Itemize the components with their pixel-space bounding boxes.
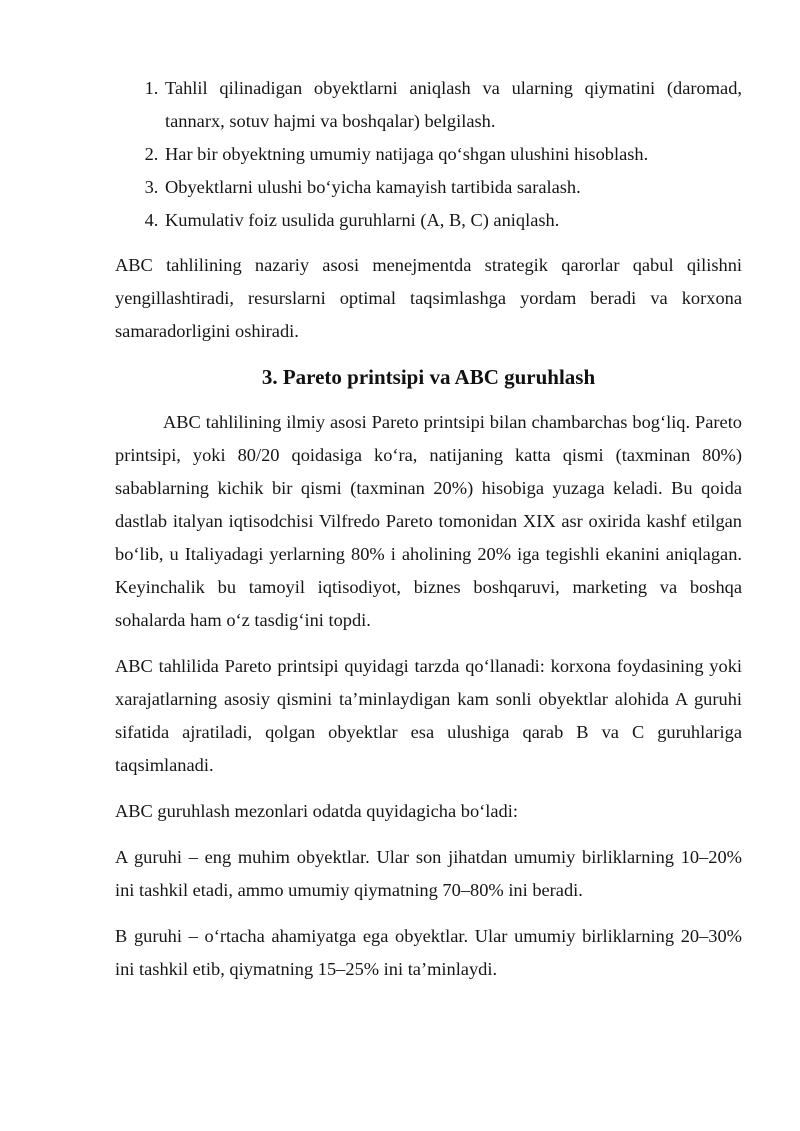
paragraph-abc-nazariy-asosi: ABC tahlilining nazariy asosi menejmentda strategik qarorlar qabul qilishni yengillashtiradi, resurslarni optimal taqsimlashga yordam beradi va korxona samaradorligini oshiradi. <box>115 255 742 341</box>
paragraph-b-guruhi: B guruhi – o‘rtacha ahamiyatga ega obyektlar. Ular umumiy birliklarning 20–30% ini tashkil etib, qiymatning 15–25% ini ta’minlaydi. <box>115 926 742 979</box>
section-heading-pareto: 3. Pareto printsipi va ABC guruhlash <box>261 365 596 389</box>
list-item-4: 4. Kumulativ foiz usulida guruhlarni (A, B, C) aniqlash. <box>163 204 742 237</box>
list-item-3: 3. Obyektlarni ulushi bo‘yicha kamayish tartibida saralash. <box>163 171 742 204</box>
paragraph-guruhlash-mezonlari: ABC guruhlash mezonlari odatda quyidagicha bo‘ladi: <box>115 801 518 821</box>
paragraph-a-guruhi: A guruhi – eng muhim obyektlar. Ular son jihatdan umumiy birliklarning 10–20% ini tashkil etadi, ammo umumiy qiymatning 70–80% ini beradi. <box>115 847 742 900</box>
numbered-list <box>115 72 742 237</box>
list-item-2: 2. Har bir obyektning umumiy natijaga qo‘shgan ulushini hisoblash. <box>163 138 742 171</box>
paragraph-abc-tahlilida-pareto: ABC tahlilida Pareto printsipi quyidagi tarzda qo‘llanadi: korxona foydasining yoki xarajatlarning asosiy qismini ta’minlaydigan kam sonli obyektlar alohida A guruhi sifatida ajratiladi, qolgan obyektlar esa ulushiga qarab B va C guruhlariga taqsimlanadi. <box>115 656 742 775</box>
paragraph-pareto-ilmiy-asosi: ABC tahlilining ilmiy asosi Pareto printsipi bilan chambarchas bog‘liq. Pareto printsipi, yoki 80/20 qoidasiga ko‘ra, natijaning katta qismi (taxminan 80%) sabablarning kichik bir qismi (taxminan 20%) hisobiga yuzaga keladi. Bu qoida dastlab italyan iqtisodchisi Vilfredo Pareto tomonidan XIX asr oxirida kashf etilgan bo‘lib, u Italiyadagi yerlarning 80% i aholining 20% iga tegishli ekanini aniqlagan. Keyinchalik bu tamoyil iqtisodiyot, biznes boshqaruvi, marketing va boshqa sohalarda ham o‘z tasdig‘ini topdi. <box>115 412 742 630</box>
list-item-1: 1. Tahlil qilinadigan obyektlarni aniqlash va ularning qiymatini (daromad, tannarx, sotuv hajmi va boshqalar) belgilash. <box>163 72 742 138</box>
